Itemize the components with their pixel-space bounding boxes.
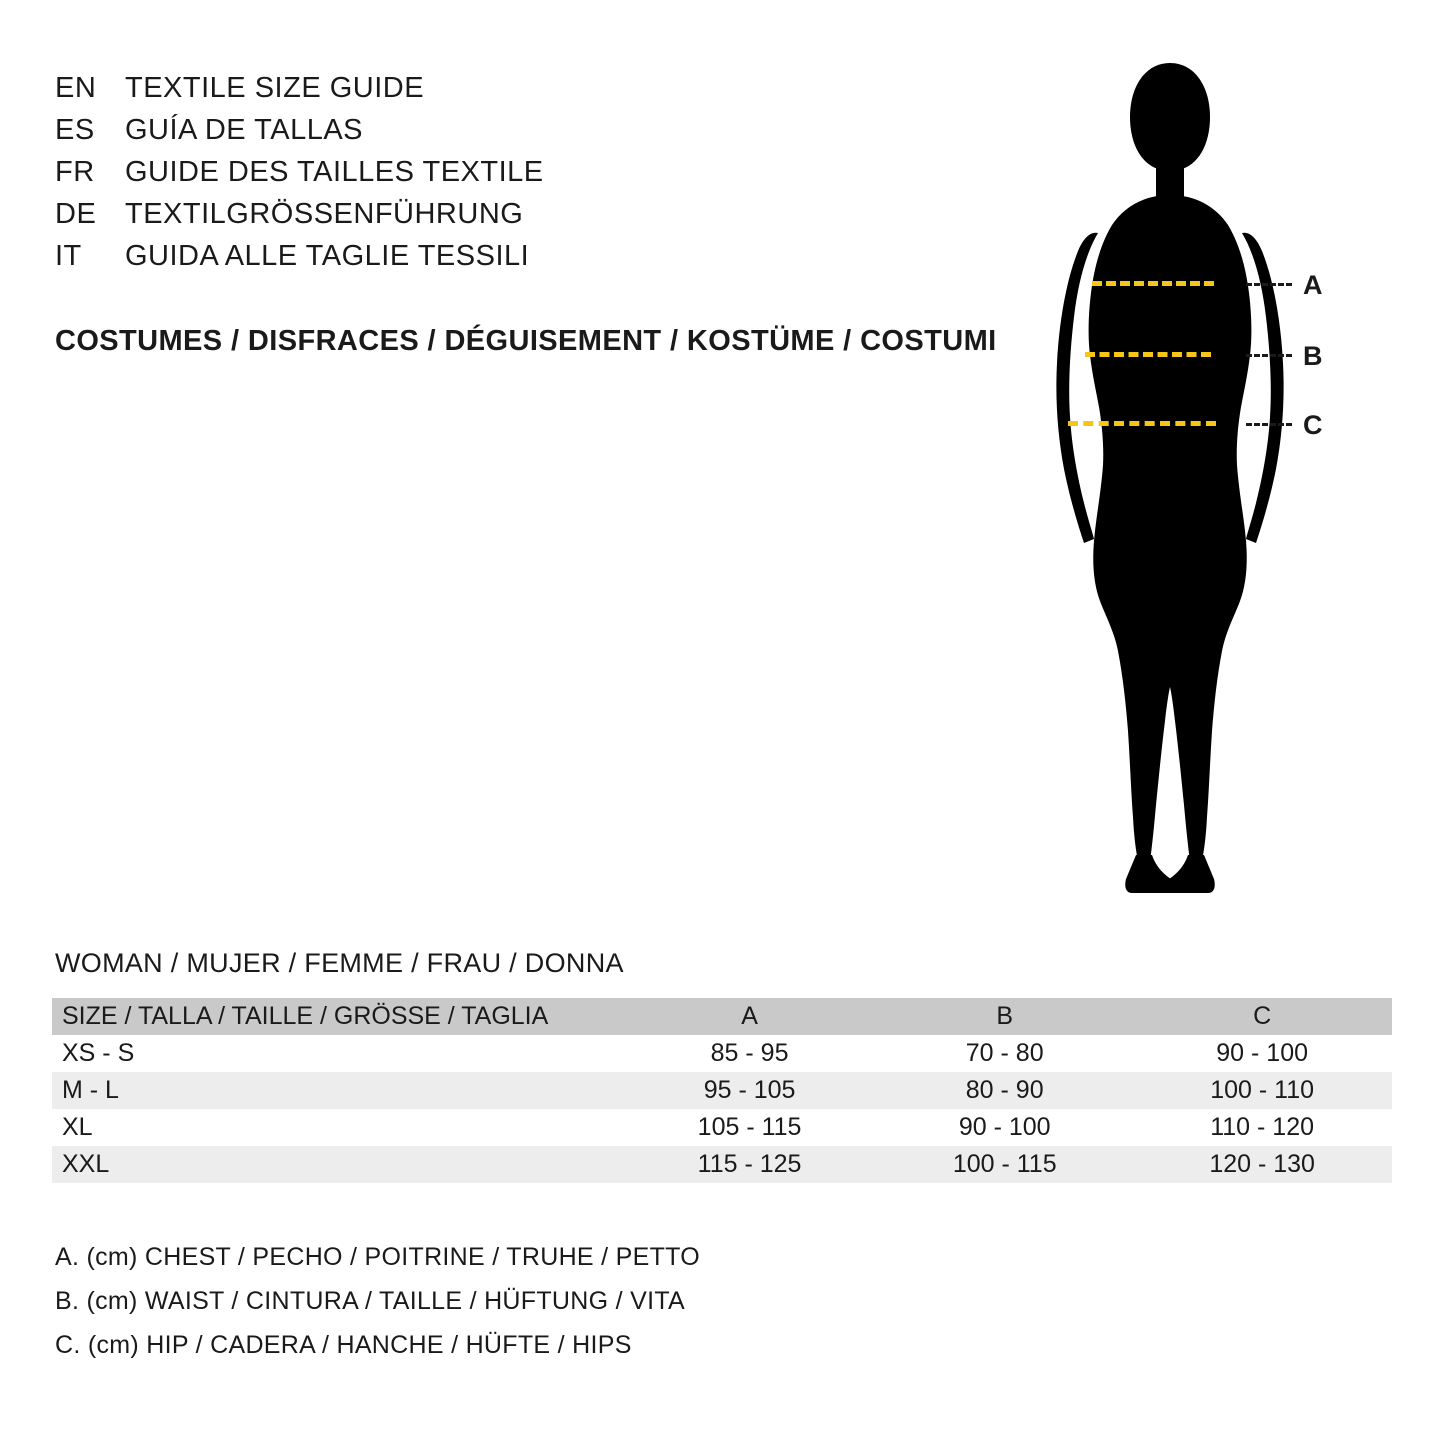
table-header-a: A (741, 1002, 758, 1030)
cell-c: 100 - 110 (1210, 1076, 1315, 1104)
leader-line-c (1246, 423, 1292, 426)
language-text-fr: GUIDE DES TAILLES TEXTILE (125, 156, 544, 188)
measure-line-chest (1092, 281, 1214, 286)
leader-line-a (1246, 283, 1292, 286)
language-text-en: TEXTILE SIZE GUIDE (125, 72, 425, 104)
language-list (55, 72, 544, 282)
measure-line-hip (1068, 421, 1216, 426)
table-header-b: B (996, 1002, 1014, 1030)
cell-size: XXL (62, 1150, 110, 1178)
table-header-c: C (1253, 1002, 1272, 1030)
table-header-row (52, 998, 1392, 1035)
table-row (52, 1109, 1392, 1146)
measurement-legend (55, 1243, 700, 1375)
cell-b: 90 - 100 (958, 1113, 1051, 1141)
table-row (52, 1146, 1392, 1183)
table-caption: WOMAN / MUJER / FEMME / FRAU / DONNA (55, 948, 624, 978)
language-row-es (55, 114, 544, 156)
table-header-size: SIZE / TALLA / TAILLE / GRÖSSE / TAGLIA (62, 1002, 549, 1030)
cell-a: 85 - 95 (710, 1039, 789, 1067)
cell-size: XL (62, 1113, 93, 1141)
language-row-en (55, 72, 544, 114)
cell-b: 100 - 115 (952, 1150, 1057, 1178)
language-code-en: EN (55, 72, 97, 104)
section-title: COSTUMES / DISFRACES / DÉGUISEMENT / KOSTÜME / COSTUMI (55, 325, 997, 357)
table-row (52, 1035, 1392, 1072)
cell-c: 90 - 100 (1216, 1039, 1309, 1067)
size-table (52, 998, 1392, 1183)
language-row-it (55, 240, 544, 282)
language-code-it: IT (55, 240, 82, 272)
legend-row-b: B. (cm) WAIST / CINTURA / TAILLE / HÜFTUNG / VITA (55, 1287, 686, 1315)
cell-b: 70 - 80 (965, 1039, 1044, 1067)
cell-a: 115 - 125 (697, 1150, 802, 1178)
leader-line-b (1246, 354, 1292, 357)
cell-size: M - L (62, 1076, 119, 1104)
language-code-fr: FR (55, 156, 95, 188)
marker-label-b: B (1303, 341, 1323, 371)
cell-b: 80 - 90 (965, 1076, 1044, 1104)
legend-row-c: C. (cm) HIP / CADERA / HANCHE / HÜFTE / HIPS (55, 1331, 632, 1359)
language-text-de: TEXTILGRÖSSENFÜHRUNG (125, 198, 524, 230)
language-text-es: GUÍA DE TALLAS (125, 114, 364, 146)
legend-row-a: A. (cm) CHEST / PECHO / POITRINE / TRUHE / PETTO (55, 1243, 701, 1271)
woman-silhouette-figure (1020, 55, 1360, 895)
measure-line-waist (1085, 352, 1211, 357)
language-code-de: DE (55, 198, 97, 230)
cell-c: 110 - 120 (1210, 1113, 1315, 1141)
cell-a: 105 - 115 (697, 1113, 802, 1141)
language-row-fr (55, 156, 544, 198)
language-code-es: ES (55, 114, 95, 146)
marker-label-c: C (1303, 410, 1323, 440)
language-text-it: GUIDA ALLE TAGLIE TESSILI (125, 240, 530, 272)
table-row (52, 1072, 1392, 1109)
cell-size: XS - S (62, 1039, 135, 1067)
cell-c: 120 - 130 (1209, 1150, 1315, 1178)
marker-label-a: A (1303, 270, 1323, 300)
language-row-de (55, 198, 544, 240)
cell-a: 95 - 105 (703, 1076, 796, 1104)
